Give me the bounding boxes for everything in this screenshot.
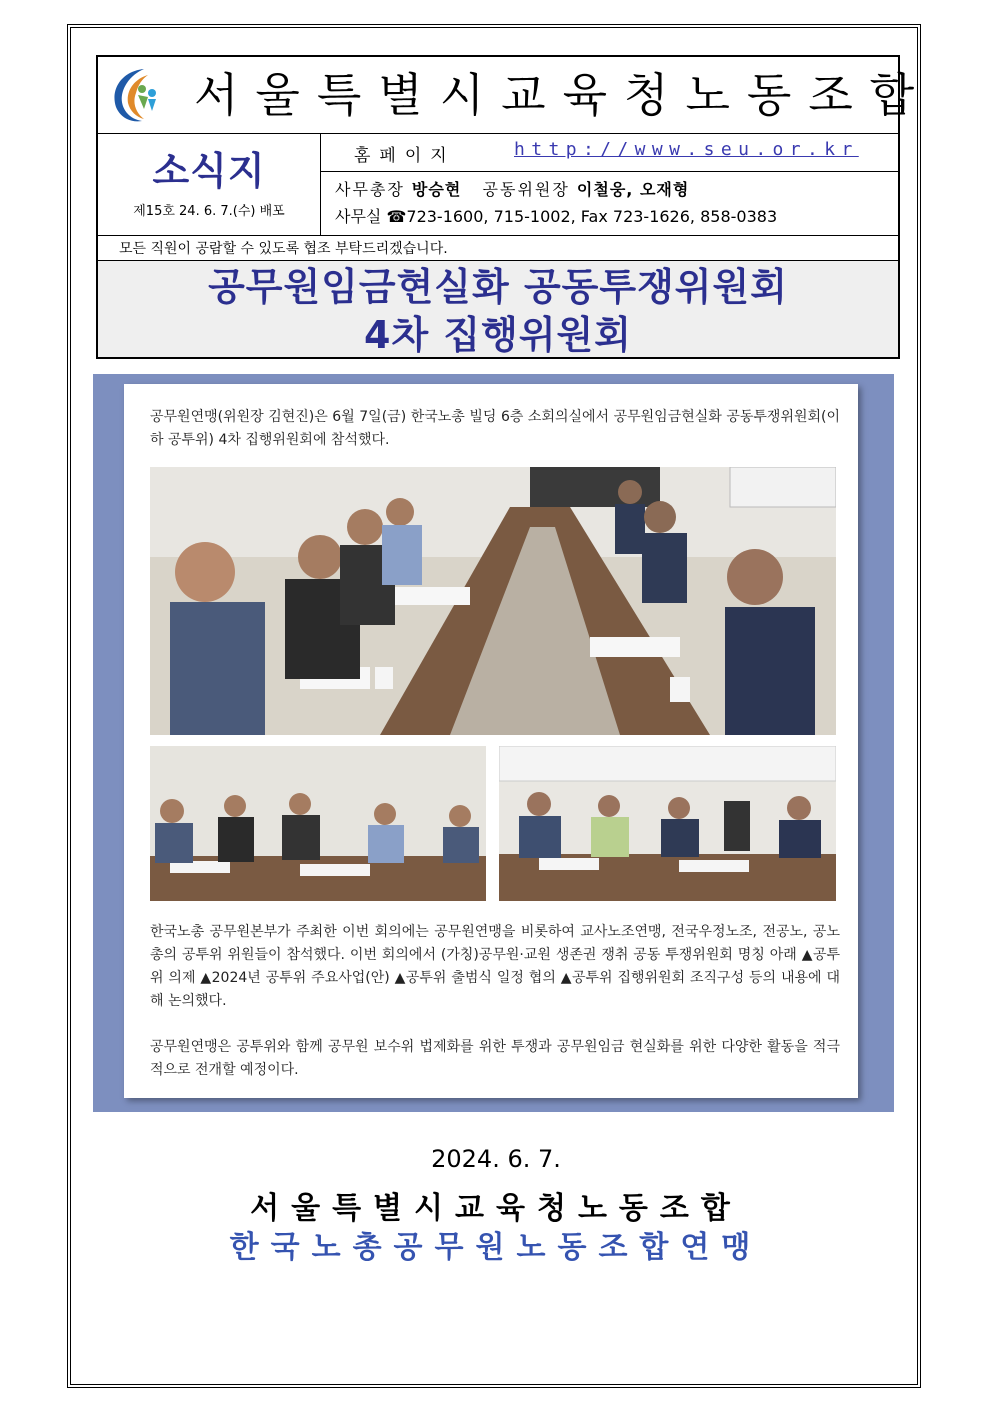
homepage-label: 홈페이지 [354,146,456,166]
article-paragraph-1: 공무원연맹(위원장 김현진)은 6월 7일(금) 한국노총 빌딩 6층 소회의실에서 공무원임금현실화 공동투쟁위원회(이하 공투위) 4차 집행위원회에 참석했다. [150,409,840,448]
meeting-photo-right [499,746,836,901]
co-chair-names: 이철웅, 오재형 [576,180,690,199]
homepage-link[interactable]: http://www.seu.or.kr [514,139,859,160]
cooperation-note: 모든 직원이 공람할 수 있도록 협조 부탁드리겠습니다. [119,241,448,257]
article-panel [93,374,894,1112]
article-paper [124,384,858,1098]
co-chair-label: 공동위원장 [461,180,577,199]
newsletter-header [96,55,932,359]
contact-line: 사무실 ☎723-1600, 715-1002, Fax 723-1626, 858-0383 [335,207,778,226]
secretary-general-name: 방승현 [411,180,462,199]
headline-line-1: 공무원임금현실화 공동투쟁위원회 [208,265,788,309]
meeting-photo-main [150,467,836,735]
info-row [98,134,898,236]
officers-prefix: 사무총장 [335,180,412,199]
signatory-federation: 한국노총공무원노동조합연맹 [229,1230,763,1265]
union-logo-icon [104,63,168,127]
article-paragraph-3: 공무원연맹은 공투위와 함께 공무원 보수위 법제화를 위한 투쟁과 공무원임금 현실화를 위한 다양한 활동을 적극적으로 전개할 예정이다. [150,1039,840,1078]
newsletter-masthead [98,134,321,235]
issue-date: 2024. 6. 7. [431,1145,561,1173]
homepage-row [321,134,898,172]
signatory-seoul-union: 서울특별시교육청노동조합 [250,1191,742,1226]
title-row [98,57,932,134]
issue-info: 제15호 24. 6. 7.(수) 배포 [133,204,285,219]
contact-block [321,134,898,235]
headline-box [98,261,898,357]
cooperation-row [98,236,898,261]
article-paragraph-2: 한국노총 공무원본부가 주최한 이번 회의에는 공무원연맹을 비롯하여 교사노조연맹, 전국우정노조, 전공노, 공노총의 공투위 위원들이 참석했다. 이번 회의에서 (가칭)공무원·교원 생존권 쟁취 공동 투쟁위원회 명칭 아래 ▲공투위 의제 ▲2024년 공투위 주요사업(안) ▲공투위 출범식 일정 협의 ▲공투위 집행위원회 조직구성 등의 내용에 대해 논의했다. [150,924,840,1009]
headline-line-2: 4차 집행위원회 [364,313,632,357]
newsletter-name: 소식지 [152,149,266,193]
meeting-photo-left [150,746,486,901]
union-name-title: 서울특별시교육청노동조합 [194,68,932,122]
officers-line [335,177,689,200]
